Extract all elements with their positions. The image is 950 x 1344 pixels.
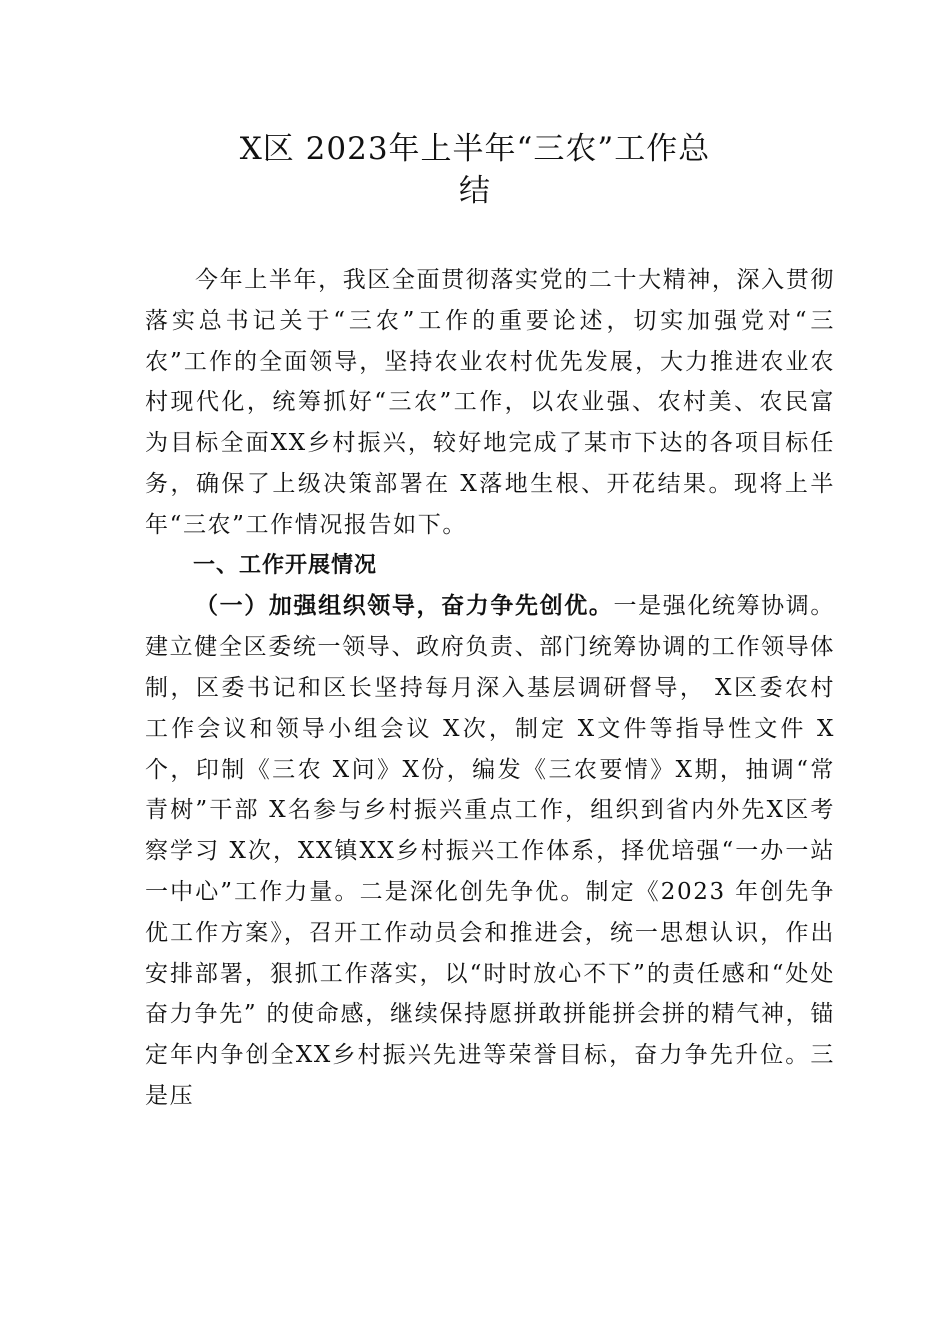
document-body — [145, 260, 835, 1117]
subsection-paragraph — [145, 586, 835, 1116]
subsection-body: 一是强化统筹协调。建立健全区委统一领导、政府负责、部门统筹协调的工作领导体制，区委书记和区长坚持每月深入基层调研督导， X区委农村工作会议和领导小组会议 X次，制定 X文件等指导性文件 X个，印制《三农 X问》X份，编发《三农要情》X期，抽调“常青树”干部 X名参与乡村振兴重点工作，组织到省内外先X区考察学习 X次，XX镇XX乡村振兴工作体系，择优培强“一办一站一中心”工作力量。二是深化创先争优。制定《2023 年创先争优工作方案》，召开工作动员会和推进会，统一思想认识，作出安排部署，狠抓工作落实，以“时时放心不下”的责任感和“处处奋力争先” 的使命感，继续保持愿拼敢拼能拼会拼的精气神，锚定年内争创全XX乡村振兴先进等荣誉目标，奋力争先升位。三是压 — [145, 593, 835, 1109]
subsection-title: （一）加强组织领导，奋力争先创优。 — [195, 592, 614, 620]
intro-paragraph: 今年上半年，我区全面贯彻落实党的二十大精神，深入贯彻落实总书记关于“三农”工作的重要论述，切实加强党对“三农”工作的全面领导，坚持农业农村优先发展，大力推进农业农村现代化，统筹抓好“三农”工作，以农业强、农村美、农民富为目标全面XX乡村振兴，较好地完成了某市下达的各项目标任务，确保了上级决策部署在 X落地生根、开花结果。现将上半年“三农”工作情况报告如下。 — [145, 267, 835, 538]
title-line-1: X区 2023年上半年“三农”工作总 — [239, 131, 711, 167]
section-heading: 一、工作开展情况 — [193, 552, 378, 578]
document-title — [0, 128, 950, 212]
title-line-2: 结 — [459, 173, 491, 209]
